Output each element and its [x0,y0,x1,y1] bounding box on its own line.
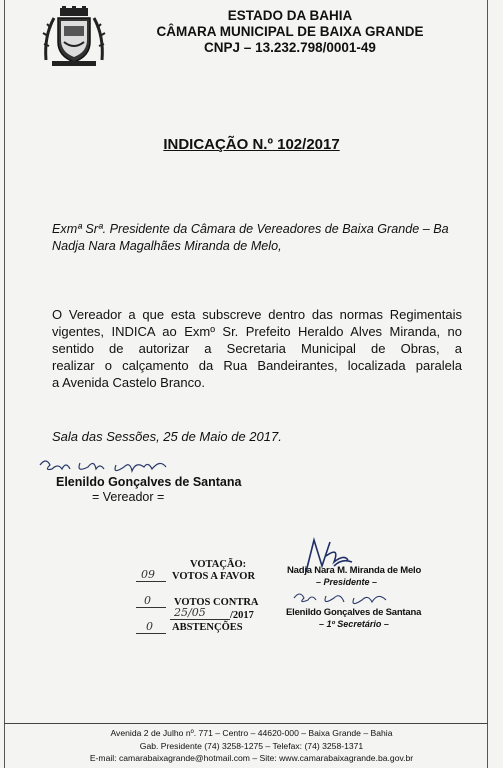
document-title: INDICAÇÃO N.º 102/2017 [163,136,340,153]
body-line-1: O Vereador a que esta subscreve dentro das normas Regimentais [52,307,462,322]
footer-phones: Gab. Presidente (74) 3258-1275 – Telefax: (74) 3258-1371 [139,740,364,751]
secretary-role: – 1º Secretário – [319,619,389,629]
cnpj: CNPJ – 13.232.798/0001-49 [204,40,376,55]
place-and-date: Sala das Sessões, 25 de Maio de 2017. [52,429,282,444]
footer-address: Avenida 2 de Julho nº. 771 – Centro – 44620-000 – Baixa Grande – Bahia [110,728,393,738]
body-text [52,306,462,391]
state-name: ESTADO DA BAHIA [227,8,353,23]
votes-date-line [170,619,230,620]
secretary-name: Elenildo Gonçalves de Santana [286,607,422,618]
body-line-5: a Avenida Castelo Branco. [52,375,205,390]
signer-name: Elenildo Gonçalves de Santana [56,475,242,489]
votes-date-suffix: /2017 [230,610,254,621]
votes-favor-label: VOTOS A FAVOR [172,571,256,582]
addressee-line-2: Nadja Nara Magalhães Miranda de Melo, [52,239,282,253]
footer [0,727,503,765]
signer-role: = Vereador = [92,490,165,504]
votes-abstention-line [136,633,166,634]
votes-favor-value: 09 [141,568,155,581]
addressee [52,221,472,255]
president-role: – Presidente – [316,577,378,587]
letterhead [110,8,470,56]
addressee-line-1: Exmª Srª. Presidente da Câmara de Vereadores de Baixa Grande – Ba [52,222,449,236]
votes-contra-value: 0 [144,594,151,607]
votes-favor-line [136,581,166,582]
votes-abstention-label: ABSTENÇÕES [172,622,243,633]
footer-contacts: E-mail: camarabaixagrande@hotmail.com – Site: www.camarabaixagrande.ba.gov.br [89,753,414,763]
votes-contra-label: VOTOS CONTRA [174,597,259,608]
president-name: Nadja Nara M. Miranda de Melo [287,565,422,576]
chamber-name: CÂMARA MUNICIPAL DE BAIXA GRANDE [156,24,424,39]
body-line-4: realizar o calçamento da Rua Bandeirantes, localizada paralela [52,358,462,373]
body-line-3: sentido de autorizar a Secretaria Municipal de Obras, a [52,341,462,356]
footer-divider [4,723,488,724]
votes-date-value: 25/05 [174,606,206,619]
votes-abstention-value: 0 [146,620,153,633]
votes-contra-line [136,607,166,608]
municipal-crest [40,6,108,68]
voting-title: VOTAÇÃO: [190,559,247,570]
body-line-2: vigentes, INDICA ao Exmº Sr. Prefeito Heraldo Alves Miranda, no [52,324,462,339]
